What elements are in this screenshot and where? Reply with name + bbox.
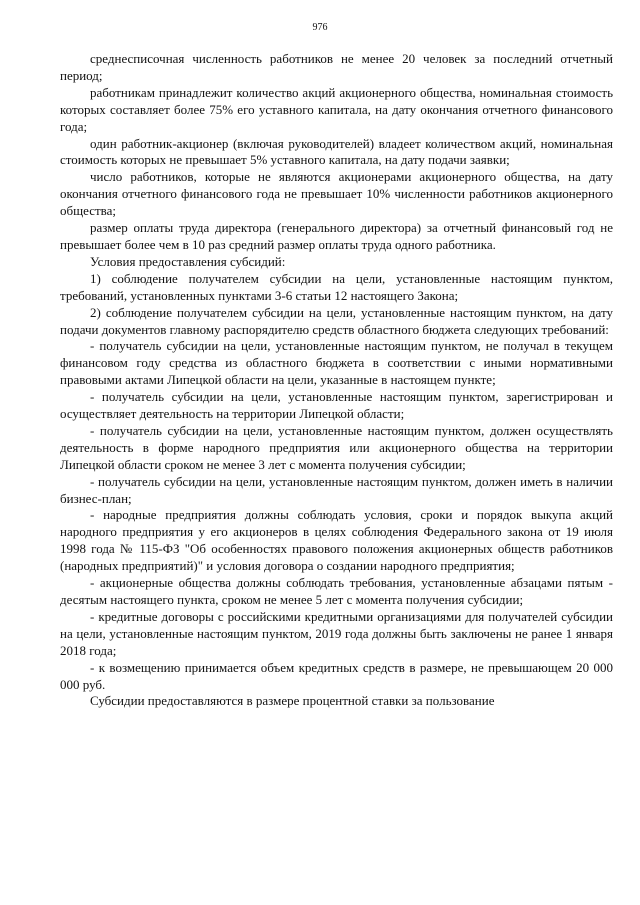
paragraph: Субсидии предоставляются в размере процентной ставки за пользование: [90, 693, 495, 709]
paragraph: размер оплаты труда директора (генерального директора) за отчетный финансовый год не превышает более чем в 10 раз средний размер оплаты труда одного работника.: [60, 220, 613, 252]
paragraph: 1) соблюдение получателем субсидии на цели, установленные настоящим пунктом, требований, установленных пунктами 3-6 статьи 12 настоящего Закона;: [60, 270, 613, 303]
paragraph: число работников, которые не являются акционерами акционерного общества, на дату окончания отчетного финансового года не превышает 10% численности работников акционерного общества;: [60, 169, 613, 219]
paragraph: один работник-акционер (включая руководителей) владеет количеством акций, номинальная стоимость которых не превышает 5% уставного капитала, на дату подачи заявки;: [60, 135, 613, 168]
paragraph: - получатель субсидии на цели, установленные настоящим пунктом, должен осуществлять деятельность в форме народного предприятия или акционерного общества на территории Липецкой области сроком не менее 3 лет с момента получения субсидии;: [60, 422, 613, 472]
paragraph: работникам принадлежит количество акций акционерного общества, номинальная стоимость которых составляет более 75% его уставного капитала, на дату окончания отчетного финансового года;: [60, 84, 613, 134]
paragraph: 2) соблюдение получателем субсидии на цели, установленные настоящим пунктом, на дату подачи документов главному распорядителю средств областного бюджета следующих требований:: [60, 304, 613, 337]
paragraph: - народные предприятия должны соблюдать условия, сроки и порядок выкупа акций народного предприятия у его акционеров в целях соблюдения Федерального закона от 19 июля 1998 года № 115-ФЗ "Об особенностях правового положения акционерных обществ работников (народных предприятий)" и условия договора о создании народного предприятия;: [60, 507, 613, 574]
paragraph: - акционерные общества должны соблюдать требования, установленные абзацами пятым - десятым настоящего пункта, сроком не менее 5 лет с момента получения субсидии;: [60, 575, 613, 607]
paragraph: среднесписочная численность работников не менее 20 человек за последний отчетный период;: [60, 51, 613, 83]
paragraph: - получатель субсидии на цели, установленные настоящим пунктом, не получал в текущем финансовом году средства из областного бюджета в соответствии с иными нормативными правовыми актами Липецкой области на цели, указанные в настоящем пункте;: [60, 338, 613, 388]
paragraph: - получатель субсидии на цели, установленные настоящим пунктом, зарегистрирован и осуществляет деятельность на территории Липецкой области;: [60, 389, 613, 422]
paragraph: - получатель субсидии на цели, установленные настоящим пунктом, должен иметь в наличии бизнес-план;: [60, 473, 613, 506]
page-number: 976: [312, 22, 328, 33]
document-body: [60, 51, 613, 710]
paragraph: - кредитные договоры с российскими кредитными организациями для получателей субсидии на цели, установленные настоящим пунктом, 2019 года должны быть заключены не ранее 1 января 2018 года;: [60, 608, 613, 658]
paragraph: Условия предоставления субсидий:: [90, 253, 286, 269]
paragraph: - к возмещению принимается объем кредитных средств в размере, не превышающем 20 000 000 руб.: [60, 659, 613, 692]
